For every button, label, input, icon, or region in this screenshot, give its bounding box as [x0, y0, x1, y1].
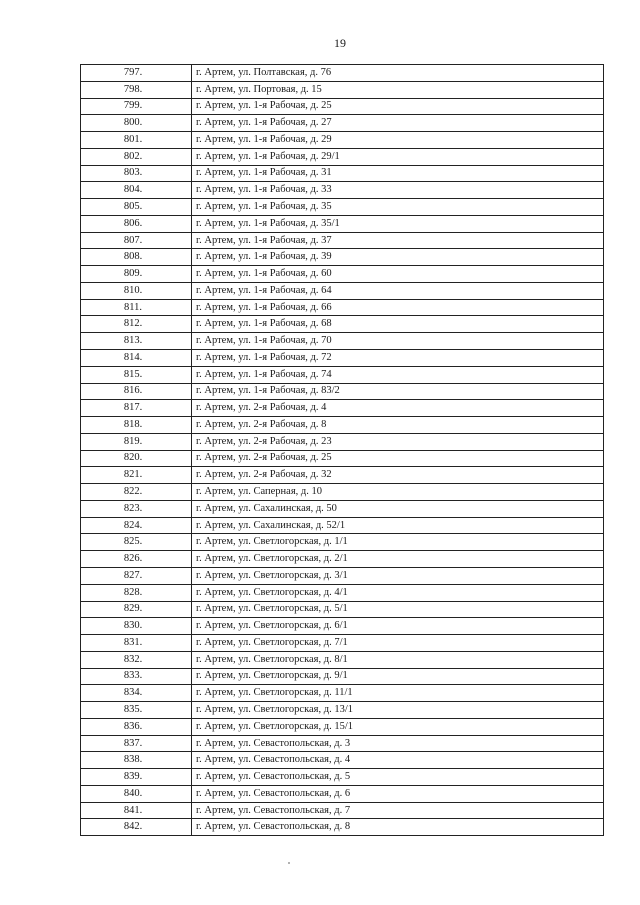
- table-row: [81, 65, 604, 82]
- table-row: [81, 685, 604, 702]
- row-number-cell: 804.: [81, 182, 192, 199]
- address-cell: г. Артем, ул. 1-я Рабочая, д. 37: [192, 232, 604, 249]
- table-row: [81, 484, 604, 501]
- address-cell: г. Артем, ул. Светлогорская, д. 11/1: [192, 685, 604, 702]
- address-cell: г. Артем, ул. 1-я Рабочая, д. 35/1: [192, 215, 604, 232]
- address-cell: г. Артем, ул. Сахалинская, д. 52/1: [192, 517, 604, 534]
- address-cell: г. Артем, ул. Севастопольская, д. 4: [192, 752, 604, 769]
- table-row: [81, 802, 604, 819]
- address-cell: г. Артем, ул. Светлогорская, д. 2/1: [192, 551, 604, 568]
- table-row: [81, 333, 604, 350]
- row-number-cell: 800.: [81, 115, 192, 132]
- row-number-cell: 819.: [81, 433, 192, 450]
- row-number-cell: 823.: [81, 500, 192, 517]
- address-cell: г. Артем, ул. Светлогорская, д. 8/1: [192, 651, 604, 668]
- address-cell: г. Артем, ул. 1-я Рабочая, д. 29/1: [192, 148, 604, 165]
- row-number-cell: 806.: [81, 215, 192, 232]
- address-cell: г. Артем, ул. Светлогорская, д. 3/1: [192, 567, 604, 584]
- row-number-cell: 826.: [81, 551, 192, 568]
- table-row: [81, 199, 604, 216]
- table-row: [81, 769, 604, 786]
- row-number-cell: 798.: [81, 81, 192, 98]
- table-row: [81, 819, 604, 836]
- row-number-cell: 832.: [81, 651, 192, 668]
- table-row: [81, 618, 604, 635]
- address-cell: г. Артем, ул. 2-я Рабочая, д. 32: [192, 467, 604, 484]
- row-number-cell: 840.: [81, 785, 192, 802]
- row-number-cell: 816.: [81, 383, 192, 400]
- row-number-cell: 833.: [81, 668, 192, 685]
- address-cell: г. Артем, ул. Светлогорская, д. 15/1: [192, 718, 604, 735]
- row-number-cell: 829.: [81, 601, 192, 618]
- address-cell: г. Артем, ул. 1-я Рабочая, д. 60: [192, 266, 604, 283]
- row-number-cell: 799.: [81, 98, 192, 115]
- table-row: [81, 517, 604, 534]
- address-cell: г. Артем, ул. 1-я Рабочая, д. 70: [192, 333, 604, 350]
- row-number-cell: 803.: [81, 165, 192, 182]
- address-cell: г. Артем, ул. Полтавская, д. 76: [192, 65, 604, 82]
- address-cell: г. Артем, ул. 1-я Рабочая, д. 66: [192, 299, 604, 316]
- row-number-cell: 820.: [81, 450, 192, 467]
- address-cell: г. Артем, ул. Светлогорская, д. 5/1: [192, 601, 604, 618]
- row-number-cell: 841.: [81, 802, 192, 819]
- row-number-cell: 838.: [81, 752, 192, 769]
- address-cell: г. Артем, ул. Светлогорская, д. 1/1: [192, 534, 604, 551]
- table-row: [81, 215, 604, 232]
- address-cell: г. Артем, ул. 2-я Рабочая, д. 23: [192, 433, 604, 450]
- address-cell: г. Артем, ул. Светлогорская, д. 13/1: [192, 702, 604, 719]
- table-row: [81, 500, 604, 517]
- address-table-body: [81, 65, 604, 836]
- row-number-cell: 818.: [81, 417, 192, 434]
- address-cell: г. Артем, ул. 1-я Рабочая, д. 33: [192, 182, 604, 199]
- table-row: [81, 400, 604, 417]
- table-row: [81, 718, 604, 735]
- table-row: [81, 651, 604, 668]
- row-number-cell: 842.: [81, 819, 192, 836]
- table-row: [81, 350, 604, 367]
- table-row: [81, 148, 604, 165]
- table-row: [81, 567, 604, 584]
- row-number-cell: 808.: [81, 249, 192, 266]
- table-row: [81, 467, 604, 484]
- address-cell: г. Артем, ул. 1-я Рабочая, д. 25: [192, 98, 604, 115]
- address-cell: г. Артем, ул. 1-я Рабочая, д. 31: [192, 165, 604, 182]
- table-row: [81, 249, 604, 266]
- address-cell: г. Артем, ул. 1-я Рабочая, д. 64: [192, 282, 604, 299]
- row-number-cell: 815.: [81, 366, 192, 383]
- row-number-cell: 834.: [81, 685, 192, 702]
- row-number-cell: 828.: [81, 584, 192, 601]
- row-number-cell: 827.: [81, 567, 192, 584]
- table-row: [81, 232, 604, 249]
- table-row: [81, 182, 604, 199]
- address-cell: г. Артем, ул. 1-я Рабочая, д. 83/2: [192, 383, 604, 400]
- address-cell: г. Артем, ул. Севастопольская, д. 7: [192, 802, 604, 819]
- address-cell: г. Артем, ул. Портовая, д. 15: [192, 81, 604, 98]
- address-cell: г. Артем, ул. 1-я Рабочая, д. 72: [192, 350, 604, 367]
- table-row: [81, 81, 604, 98]
- address-cell: г. Артем, ул. Сахалинская, д. 50: [192, 500, 604, 517]
- page-number: 19: [334, 36, 346, 50]
- row-number-cell: 802.: [81, 148, 192, 165]
- table-row: [81, 534, 604, 551]
- address-cell: г. Артем, ул. Светлогорская, д. 7/1: [192, 635, 604, 652]
- address-cell: г. Артем, ул. Саперная, д. 10: [192, 484, 604, 501]
- row-number-cell: 836.: [81, 718, 192, 735]
- address-cell: г. Артем, ул. 1-я Рабочая, д. 68: [192, 316, 604, 333]
- table-row: [81, 635, 604, 652]
- table-row: [81, 266, 604, 283]
- table-row: [81, 601, 604, 618]
- address-cell: г. Артем, ул. 1-я Рабочая, д. 27: [192, 115, 604, 132]
- table-row: [81, 551, 604, 568]
- table-row: [81, 98, 604, 115]
- row-number-cell: 824.: [81, 517, 192, 534]
- table-row: [81, 752, 604, 769]
- row-number-cell: 812.: [81, 316, 192, 333]
- row-number-cell: 797.: [81, 65, 192, 82]
- row-number-cell: 807.: [81, 232, 192, 249]
- address-cell: г. Артем, ул. Светлогорская, д. 4/1: [192, 584, 604, 601]
- table-row: [81, 282, 604, 299]
- row-number-cell: 809.: [81, 266, 192, 283]
- address-cell: г. Артем, ул. Севастопольская, д. 3: [192, 735, 604, 752]
- row-number-cell: 811.: [81, 299, 192, 316]
- table-row: [81, 785, 604, 802]
- address-cell: г. Артем, ул. 1-я Рабочая, д. 29: [192, 132, 604, 149]
- row-number-cell: 837.: [81, 735, 192, 752]
- address-cell: г. Артем, ул. 1-я Рабочая, д. 74: [192, 366, 604, 383]
- row-number-cell: 821.: [81, 467, 192, 484]
- table-row: [81, 668, 604, 685]
- row-number-cell: 817.: [81, 400, 192, 417]
- address-cell: г. Артем, ул. Светлогорская, д. 9/1: [192, 668, 604, 685]
- address-cell: г. Артем, ул. Светлогорская, д. 6/1: [192, 618, 604, 635]
- row-number-cell: 814.: [81, 350, 192, 367]
- address-cell: г. Артем, ул. 1-я Рабочая, д. 35: [192, 199, 604, 216]
- row-number-cell: 805.: [81, 199, 192, 216]
- table-row: [81, 366, 604, 383]
- address-cell: г. Артем, ул. Севастопольская, д. 5: [192, 769, 604, 786]
- row-number-cell: 831.: [81, 635, 192, 652]
- row-number-cell: 801.: [81, 132, 192, 149]
- row-number-cell: 839.: [81, 769, 192, 786]
- table-row: [81, 115, 604, 132]
- address-cell: г. Артем, ул. 2-я Рабочая, д. 25: [192, 450, 604, 467]
- row-number-cell: 835.: [81, 702, 192, 719]
- row-number-cell: 810.: [81, 282, 192, 299]
- address-cell: г. Артем, ул. Севастопольская, д. 6: [192, 785, 604, 802]
- row-number-cell: 822.: [81, 484, 192, 501]
- table-row: [81, 132, 604, 149]
- address-cell: г. Артем, ул. 1-я Рабочая, д. 39: [192, 249, 604, 266]
- row-number-cell: 830.: [81, 618, 192, 635]
- table-row: [81, 702, 604, 719]
- address-table: [80, 64, 604, 836]
- table-row: [81, 735, 604, 752]
- row-number-cell: 813.: [81, 333, 192, 350]
- row-number-cell: 825.: [81, 534, 192, 551]
- address-cell: г. Артем, ул. 2-я Рабочая, д. 8: [192, 417, 604, 434]
- table-row: [81, 433, 604, 450]
- table-row: [81, 383, 604, 400]
- table-row: [81, 450, 604, 467]
- table-row: [81, 165, 604, 182]
- table-row: [81, 316, 604, 333]
- address-cell: г. Артем, ул. Севастопольская, д. 8: [192, 819, 604, 836]
- table-row: [81, 584, 604, 601]
- table-row: [81, 299, 604, 316]
- scan-artifact-dot: [288, 862, 290, 864]
- table-row: [81, 417, 604, 434]
- address-cell: г. Артем, ул. 2-я Рабочая, д. 4: [192, 400, 604, 417]
